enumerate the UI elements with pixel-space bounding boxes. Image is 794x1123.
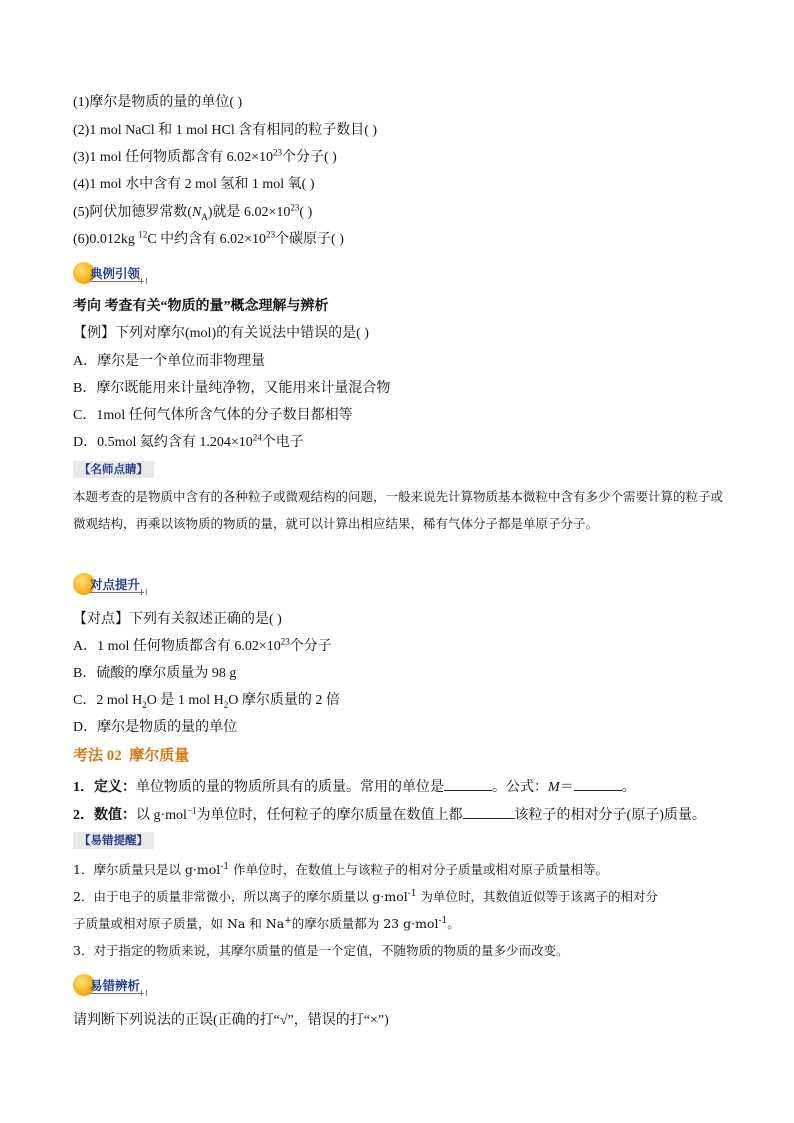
practice-option-b: B．硫酸的摩尔质量为 98 g — [73, 666, 237, 681]
practice-question: 【对点】下列有关叙述正确的是( ) — [73, 612, 282, 627]
note-3: 3．对于指定的物质来说，其摩尔质量的值是一个定值，不随物质的物质的量多少而改变。 — [73, 943, 569, 958]
tip-label-mistake: 【易错提醒】 — [73, 832, 154, 849]
tip-paragraph: 本题考查的是物质中含有的各种粒子或微观结构的问题，一般来说先计算物质基本微粒中含有多少个需要计算的粒子或微观结构，再乘以该物质的物质的量，就可以计算出相应结果，稀有气体分子都是单原子分子。 — [73, 489, 724, 531]
example-question: 【例】下列对摩尔(mol)的有关说法中错误的是( ) — [73, 326, 369, 341]
judgment-item-3: (3)1 mol 任何物质都含有 $6.02\times 10^{23}$个分子( ) — [73, 147, 337, 165]
practice-option-d: D．摩尔是物质的量的单位 — [73, 720, 238, 735]
judgment-item-4: (4)1 mol 水中含有 2 mol 氢和 1 mol 氧( ) — [73, 177, 315, 192]
example-heading: 考向 考查有关“物质的量”概念理解与辨析 — [73, 299, 329, 314]
example-option-c: C．1mol 任何气体所含气体的分子数目都相等 — [73, 408, 353, 423]
note-2-continued: 子质量或相对原子质量，如 Na 和 Na+的摩尔质量都为 23 g·mol$^{-1}$。 — [73, 915, 460, 931]
value-line: 2．数值：以 g·mol$^{-1}$为单位时，任何粒子的摩尔质量在数值上都 该粒子的相对分子(原子)质量。 — [73, 805, 706, 823]
definition-line: 1．定义：单位物质的量的物质所具有的质量。常用的单位是 。公式：M＝ 。 — [73, 777, 636, 797]
example-option-b: B．摩尔既能用来计量纯净物，又能用来计量混合物 — [73, 381, 391, 396]
tip-label-teacher: 【名师点睛】 — [73, 461, 154, 478]
section-title: 考法 02 摩尔质量 — [73, 748, 190, 764]
practice-option-c: C．2 mol $H_2O$ 是 1 mol $H_2O$ 摩尔质量的 2 倍 — [73, 693, 340, 710]
note-1: 1．摩尔质量只是以 g·mol$^{-1}$ 作单位时，在数值上与该粒子的相对分子质量或相对原子质量相等。 — [73, 861, 609, 877]
note-2: 2．由于电子的质量非常微小，所以离子的摩尔质量以 g·mol$^{-1}$ 为单位时，其数值近似等于该离子的相对分 — [73, 888, 659, 904]
example-option-a: A．摩尔是一个单位而非物理量 — [73, 354, 266, 369]
final-instruction: 请判断下列说法的正误(正确的打“√”，错误的打“×”) — [73, 1013, 389, 1028]
judgment-item-5: (5)阿伏加德罗常数$(N_A)$就是 $6.02\times 10^{23}$( ) — [73, 202, 313, 222]
judgment-item-1: (1)摩尔是物质的量的单位( ) — [73, 95, 243, 110]
document-page: (1)摩尔是物质的量的单位( ) (2)1 mol NaCl 和 1 mol HCl 含有相同的粒子数目( ) (3)1 mol 任何物质都含有 $6.02\times 10^{23}$个分子( ) (4)1 mol 水中含有 2 mol 氢和 1 mol 氧( ) (5)阿伏加德罗常数$(N_A)$就是 $6.02\times 10^{23}$( ) (6)0.012kg $^{12}$C 中约含有 $6.02\times 10^{23}$个碳原子( ) 典例引领 考向 考查有关“物质的量”概念理解与辨析 【例】下列对摩尔(mol)的有关说法中错误的是( ) A．摩尔是一个单位而非物理量 B．摩尔既能用来计量纯净物，又能用来计量混合物 C．1mol 任何气体所含气体的分子数目都相等 D．0.5mol 氦约含有 $1.204\times 10^{24}$个电子 【名师点睛】 本题考查的是物质中含有的各种粒子或微观结构的问题，一般来说先计算物质基本微粒中含有多少个需要计算的粒子或微观结构，再乘以该物质的物质的量，就可以计算出相应结果，稀有气体分子都是单原子分子。 对点提升 【对点】下列有关叙述正确的是( ) A．1 mol 任何物质都含有 $6.02\times 10^{23}$个分子 B．硫酸的摩尔质量为 98 g C．2 mol $H_2O$ 是 1 mol $H_2O$ 摩尔质量的 2 倍 D．摩尔是物质的量的单位 考法 02 摩尔质量 1．定义：单位物质的量的物质所具有的质量。常用的单位是 。公式：M＝ 。 2．数值：以 g·mol$^{-1}$为单位时，任何粒子的摩尔质量在数值上都 该粒子的相对分子(原子)质量。 【易错提醒】 1．摩尔质量只是以 g·mol$^{-1}$ 作单位时，在数值上与该粒子的相对分子质量或相对原子质量相等。 2．由于电子的质量非常微小，所以离子的摩尔质量以 g·mol$^{-1}$ 为单位时，其数值近似等于该离子的相对分 子质量或相对原子质量，如 Na 和 Na+的摩尔质量都为 23 g·mol$^{-1}$。 3．对于指定的物质来说，其摩尔质量的值是一个定值，不随物质的物质的量多少而改变。 易错辨析 请判断下列说法的正误(正确的打“√”，错误的打“×”) — [73, 95, 724, 1028]
judgment-item-2: (2)1 mol NaCl 和 1 mol HCl 含有相同的粒子数目( ) — [73, 123, 378, 138]
judgment-item-6: (6)0.012kg $^{12}$C 中约含有 $6.02\times 10^{23}$个碳原子( ) — [73, 229, 344, 247]
practice-option-a: A．1 mol 任何物质都含有 $6.02\times 10^{23}$个分子 — [73, 636, 332, 654]
example-option-d: D．0.5mol 氦约含有 $1.204\times 10^{24}$个电子 — [73, 432, 304, 450]
